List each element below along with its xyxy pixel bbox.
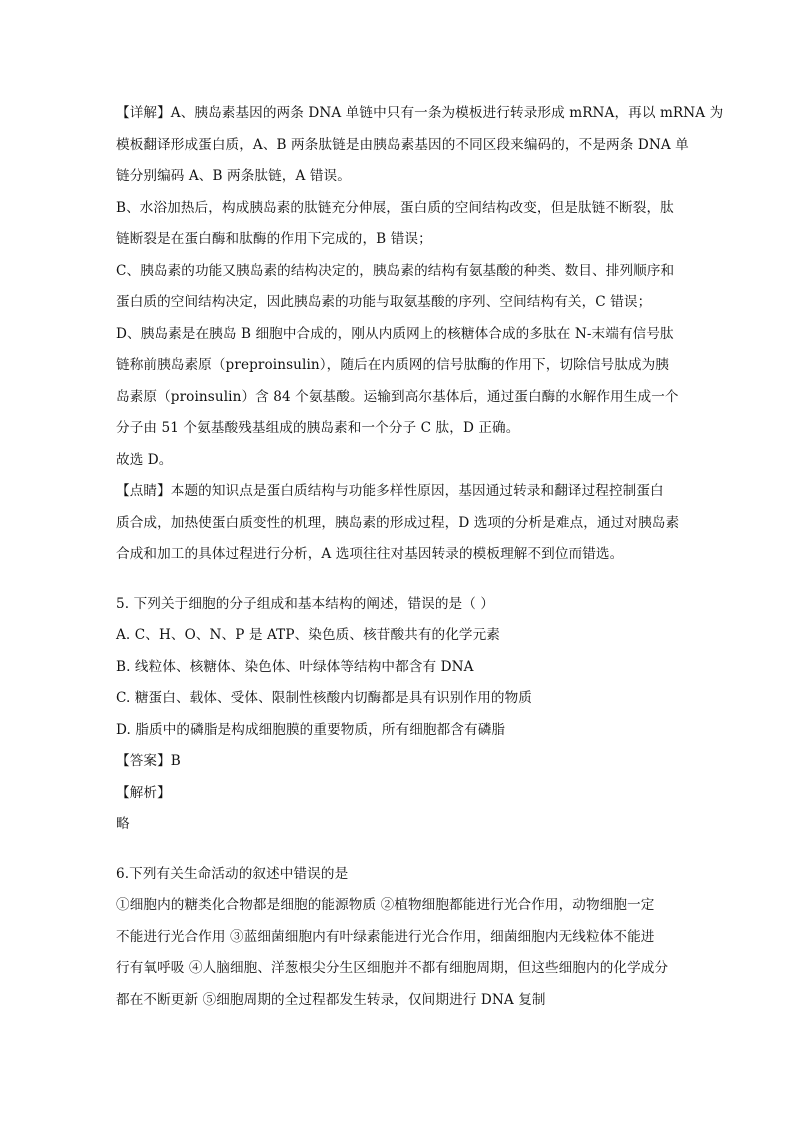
detail-line: 岛素原（proinsulin）含 84 个氨基酸。运输到高尔基体后，通过蛋白酶的水解作用生成一个 <box>116 388 679 405</box>
statement-line: 行有氧呼吸 ④人脑细胞、洋葱根尖分生区细胞并不都有细胞周期，但这些细胞内的化学成分 <box>116 960 669 976</box>
detail-line: 链断裂是在蛋白酶和肽酶的作用下完成的，B 错误； <box>116 231 432 247</box>
comment-line: 【点睛】本题的知识点是蛋白质结构与功能多样性原因，基因通过转录和翻译过程控制蛋白 <box>116 483 664 499</box>
analysis-text: 略 <box>116 816 130 832</box>
detail-line: B、水浴加热后，构成胰岛素的肽链充分伸展，蛋白质的空间结构改变，但是肽链不断裂，肽 <box>116 199 674 216</box>
option-b: B. 线粒体、核糖体、染色体、叶绿体等结构中都含有 DNA <box>116 658 474 675</box>
detail-line: D、胰岛素是在胰岛 B 细胞中合成的，刚从内质网上的核糖体合成的多肽在 N-末端有信号肽 <box>116 325 674 342</box>
question-stem: 5. 下列关于细胞的分子组成和基本结构的阐述，错误的是（ ） <box>116 595 495 612</box>
detail-line: 链分别编码 A、B 两条肽链，A 错误。 <box>116 168 351 184</box>
conclusion-line: 故选 D。 <box>116 451 173 468</box>
statement-line: ①细胞内的糖类化合物都是细胞的能源物质 ②植物细胞都能进行光合作用，动物细胞一定 <box>116 897 655 913</box>
comment-section <box>116 476 686 571</box>
question-5 <box>116 589 686 841</box>
question-stem: 6.下列有关生命活动的叙述中错误的是 <box>116 865 349 882</box>
detail-line: 【详解】A、胰岛素基因的两条 DNA 单链中只有一条为模板进行转录形成 mRNA，再以 mRNA 为 <box>116 105 724 121</box>
comment-line: 质合成，加热使蛋白质变性的机理，胰岛素的形成过程，D 选项的分析是难点，通过对胰岛素 <box>116 514 680 531</box>
detail-line: 模板翻译形成蛋白质，A、B 两条肽链是由胰岛素基因的不同区段来编码的，不是两条 DNA 单 <box>116 136 689 153</box>
option-d: D. 脂质中的磷脂是构成细胞膜的重要物质，所有细胞都含有磷脂 <box>116 721 506 738</box>
detail-line: C、胰岛素的功能又胰岛素的结构决定的，胰岛素的结构有氨基酸的种类、数目、排列顺序和 <box>116 262 675 279</box>
detail-line: 蛋白质的空间结构决定，因此胰岛素的功能与取氨基酸的序列、空间结构有关，C 错误； <box>116 294 652 310</box>
answer-line: 【答案】B <box>116 753 181 769</box>
analysis-label: 【解析】 <box>116 784 171 801</box>
comment-line: 合成和加工的具体过程进行分析，A 选项往往对基因转录的模板理解不到位而错选。 <box>116 546 624 562</box>
document-page <box>116 98 724 1016</box>
detail-line: 分子由 51 个氨基酸残基组成的胰岛素和一个分子 C 肽，D 正确。 <box>116 420 520 436</box>
question-6 <box>116 859 686 1017</box>
option-a: A. C、H、O、N、P 是 ATP、染色质、核苷酸共有的化学元素 <box>116 627 501 643</box>
statement-line: 不能进行光合作用 ③蓝细菌细胞内有叶绿素能进行光合作用，细菌细胞内无线粒体不能进 <box>116 928 655 945</box>
option-c: C. 糖蛋白、载体、受体、限制性核酸内切酶都是具有识别作用的物质 <box>116 690 532 706</box>
detail-line: 链称前胰岛素原（preproinsulin），随后在内质网的信号肽酶的作用下，切除信号肽成为胰 <box>116 357 669 373</box>
statement-line: 都在不断更新 ⑤细胞周期的全过程都发生转录，仅间期进行 DNA 复制 <box>116 991 546 1008</box>
detail-section <box>116 98 724 476</box>
